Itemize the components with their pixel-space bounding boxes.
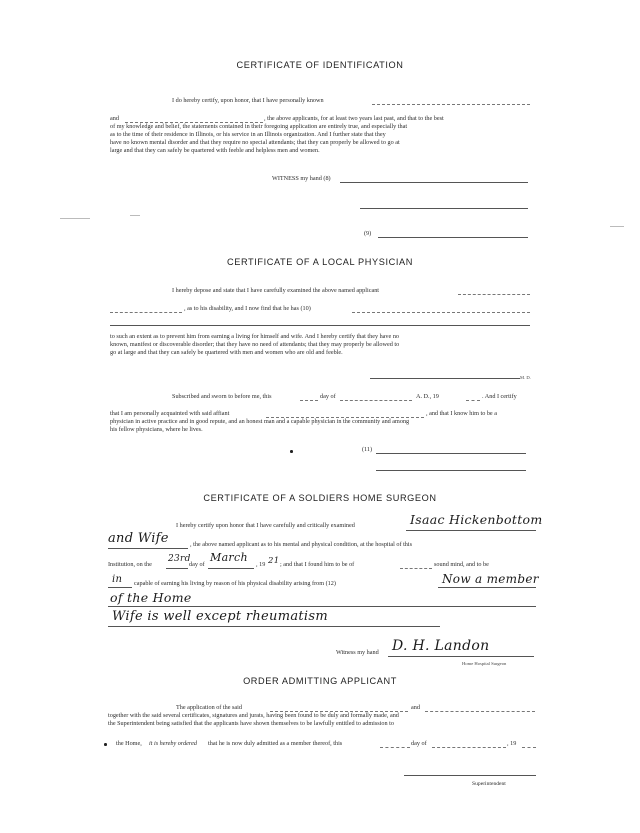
- surgeon-title: CERTIFICATE OF A SOLDIERS HOME SURGEON: [203, 493, 437, 503]
- order-l4d: , 19: [507, 740, 517, 747]
- scan-speck: [610, 226, 624, 227]
- surgeon-l2: , the above named applicant as to his mental and physical condition, at the hospital of this: [190, 541, 413, 548]
- surgeon-l3a: Institution, on the: [108, 561, 152, 568]
- order-l4-italic: it is hereby ordered: [149, 740, 197, 747]
- handwritten-wife-is-well: Wife is well except rheumatism: [112, 609, 328, 624]
- capable-line: [108, 587, 132, 588]
- physician-p2: known, manifest or discoverable disorder; that they have no need of attendants; that they may properly be allowed to: [110, 341, 400, 348]
- surgeon-l3b: day of: [189, 561, 205, 568]
- handwritten-day: 23rd: [168, 554, 191, 564]
- order-l4c: day of: [411, 740, 427, 747]
- handwritten-of-the-home: of the Home: [110, 590, 192, 605]
- surgeon-signature-line: [388, 656, 534, 657]
- known-blank: [372, 104, 530, 105]
- order-l1b: and: [411, 704, 420, 711]
- physician-sub4: . And I certify: [482, 393, 517, 400]
- signature-line-9: [378, 237, 528, 238]
- order-day-blank: [380, 747, 410, 748]
- identification-p3: as to the time of their residence in Illinois, or his service in an Illinois organization. And I further state that they: [110, 131, 386, 138]
- physician-p1: to such an extent as to prevent him from earning a living for himself and wife. And I hereby certify that they have no: [110, 333, 400, 340]
- surgeon-l3c: , 19: [256, 561, 266, 568]
- physician-title: CERTIFICATE OF A LOCAL PHYSICIAN: [227, 257, 413, 267]
- physician-p3: go at large and that they can safely be quartered with men and women who are old and feeble.: [110, 349, 343, 356]
- order-title: ORDER ADMITTING APPLICANT: [243, 676, 397, 686]
- physician-sub2: day of: [320, 393, 336, 400]
- order-applicant-blank-2: [425, 711, 535, 712]
- superintendent-caption: Superintendent: [472, 781, 506, 787]
- sworn-day-blank: [300, 400, 318, 401]
- sig-number-9: (9): [364, 230, 372, 237]
- surgeon-line-6: [108, 626, 440, 627]
- order-year-blank: [522, 747, 536, 748]
- surgeon-line-5: [108, 606, 536, 607]
- physician-sub3: A. D., 19: [416, 393, 439, 400]
- identification-p5: large and that they can safely be quartered with feeble and helpless men and women.: [110, 147, 320, 154]
- physician-sub1: Subscribed and sworn to before me, this: [172, 393, 272, 400]
- handwritten-now-a-member: Now a member: [442, 572, 539, 586]
- order-l4a: the Home,: [116, 740, 142, 747]
- ink-dot-order: [104, 743, 107, 746]
- superintendent-signature-line: [404, 775, 536, 776]
- physician-q1b: , and that I know him to be a: [426, 410, 497, 417]
- physician-q1a: that I am personally acquainted with said affiant: [110, 410, 230, 417]
- ink-dot: [290, 450, 293, 453]
- identification-p1b: , the above applicants, for at least two years last past, and that to the best: [264, 115, 444, 122]
- order-p1: together with the said several certificates, signatures and jurats, having been found to be duly and formally made, and: [108, 712, 399, 719]
- order-l4b: that he is now duly admitted as a member thereof, this: [208, 740, 343, 747]
- month-line: [208, 568, 254, 569]
- disability-blank: [352, 312, 530, 313]
- order-l1a: The application of the said: [176, 704, 242, 711]
- name-line-2: [108, 548, 188, 549]
- handwritten-and-wife: and Wife: [108, 531, 169, 546]
- applicant-blank-2: [110, 312, 182, 313]
- disability-line-2: [110, 325, 530, 326]
- md-label: M. D.: [520, 375, 531, 380]
- sworn-month-blank: [340, 400, 412, 401]
- witness-label: WITNESS my hand (8): [272, 175, 331, 182]
- scan-speck: [60, 218, 90, 219]
- surgeon-l4: capable of earning his living by reason of his physical disability arising from (12): [134, 580, 336, 587]
- physician-q2: physician in active practice and in good repute, and an honest man and a capable physician in the community and among: [110, 418, 410, 425]
- surgeon-l3d: ; and that I found him to be of: [280, 561, 355, 568]
- sworn-year-blank: [466, 400, 480, 401]
- witness-signature-line: [340, 182, 528, 183]
- identification-p4: have no known mental disorder and that they require no special attendants; that they can properly be allowed to go at: [110, 139, 400, 146]
- handwritten-applicant-name: Isaac Hickenbottom: [410, 512, 543, 527]
- surgeon-l3e: sound mind, and to be: [434, 561, 489, 568]
- found-blank: [400, 568, 432, 569]
- handwritten-month: March: [210, 551, 248, 564]
- identification-line1: I do hereby certify, upon honor, that I have personally known: [172, 97, 324, 104]
- scan-speck: [130, 215, 140, 216]
- identification-p2: of my knowledge and belief, the statements contained in their foregoing application are entirely true, and especially that: [110, 123, 408, 130]
- signature-line-11: [376, 453, 526, 454]
- examined-name-line: [406, 530, 536, 531]
- physician-q3: his fellow physicians, where he lives.: [110, 426, 203, 433]
- day-line: [166, 568, 188, 569]
- order-p2: the Superintendent being satisfied that the applicants have shown themselves to be lawfully entitled to admission to: [108, 720, 394, 727]
- disability-line-12: [438, 587, 536, 588]
- handwritten-surgeon-signature: D. H. Landon: [392, 638, 490, 654]
- sig-number-11: (11): [362, 446, 373, 453]
- surgeon-l1a: I hereby certify upon honor that I have carefully and critically examined: [176, 522, 355, 529]
- handwritten-in: in: [112, 574, 123, 585]
- surgeon-witness: Witness my hand: [336, 649, 379, 656]
- identification-title: CERTIFICATE OF IDENTIFICATION: [236, 60, 404, 70]
- md-signature-line: [370, 378, 520, 379]
- identification-and: and: [110, 115, 119, 122]
- surgeon-sig-caption: Home Hospital Surgeon: [462, 661, 507, 666]
- signature-line-11b: [376, 470, 526, 471]
- applicant-blank: [458, 294, 530, 295]
- order-month-blank: [432, 747, 506, 748]
- handwritten-year: 21: [268, 556, 280, 566]
- physician-l2: , as to his disability, and I now find that he has (10): [184, 305, 311, 312]
- physician-l1: I hereby depose and state that I have carefully examined the above named applicant: [172, 287, 380, 294]
- witness-signature-line-2: [360, 208, 528, 209]
